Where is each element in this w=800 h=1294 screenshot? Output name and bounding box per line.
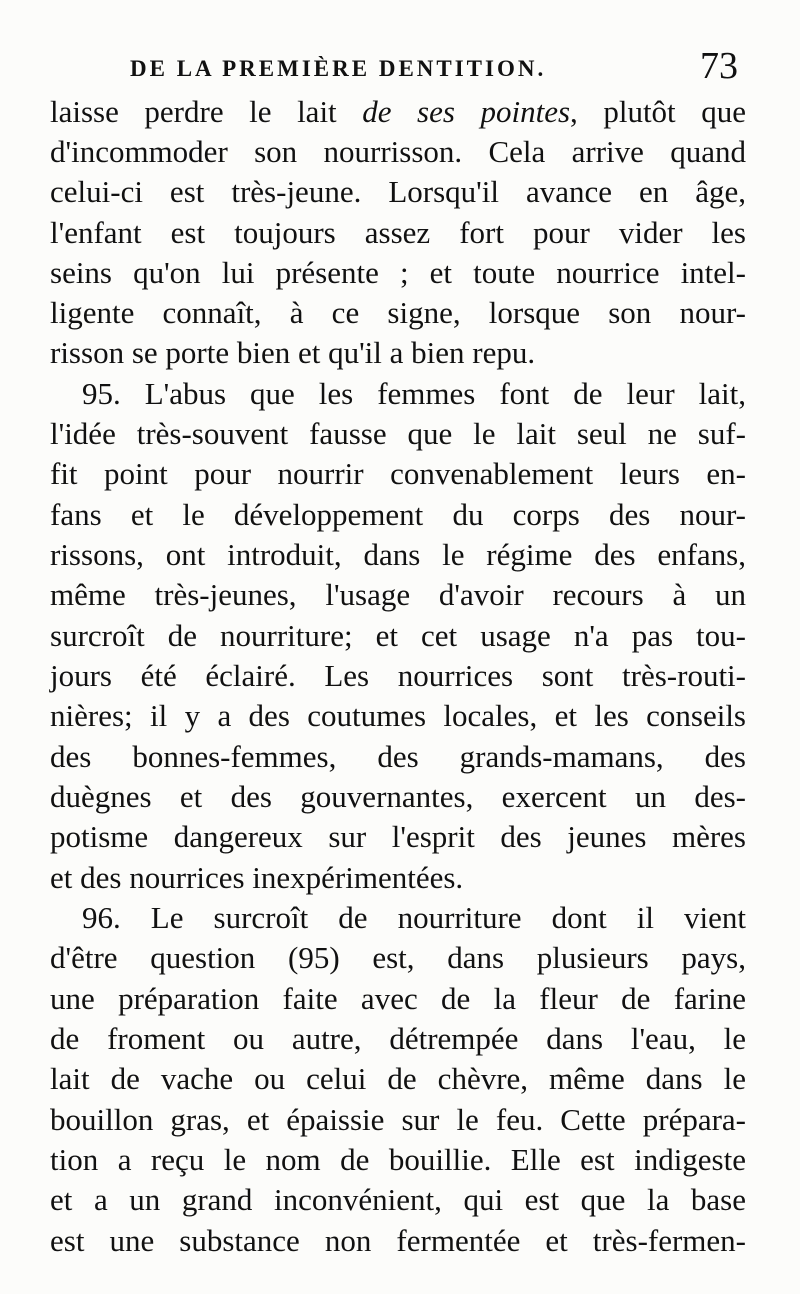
- text-line: nières; il y a des coutumes locales, et les conseils: [50, 698, 746, 733]
- text-line: une préparation faite avec de la fleur de farine: [50, 981, 746, 1016]
- text-line: tion a reçu le nom de bouillie. Elle est indigeste: [50, 1142, 746, 1177]
- text-line: seins qu'on lui présente ; et toute nourrice intel-: [50, 255, 746, 290]
- page-number: 73: [700, 45, 738, 87]
- text-line: d'être question (95) est, dans plusieurs pays,: [50, 940, 746, 975]
- text-line: et des nourrices inexpérimentées.: [50, 860, 464, 895]
- text-line: celui-ci est très-jeune. Lorsqu'il avance en âge,: [50, 174, 746, 209]
- text-line: bouillon gras, et épaissie sur le feu. Cette prépara-: [50, 1102, 746, 1137]
- text-line: ligente connaît, à ce signe, lorsque son nour-: [50, 295, 746, 330]
- paragraph-start-line: 96. Le surcroît de nourriture dont il vient: [82, 900, 746, 935]
- text-line: duègnes et des gouvernantes, exercent un des-: [50, 779, 746, 814]
- text-line: jours été éclairé. Les nourrices sont très-routi-: [50, 658, 746, 693]
- text-line: fans et le développement du corps des nour-: [50, 497, 746, 532]
- text-line: de froment ou autre, détrempée dans l'eau, le: [50, 1021, 746, 1056]
- text-line: l'enfant est toujours assez fort pour vider les: [50, 215, 746, 250]
- text-line: et a un grand inconvénient, qui est que la base: [50, 1182, 746, 1217]
- page-header: [0, 44, 800, 87]
- text-line: même très-jeunes, l'usage d'avoir recours à un: [50, 577, 746, 612]
- text-line: l'idée très-souvent fausse que le lait seul ne suf-: [50, 416, 746, 451]
- text-line: potisme dangereux sur l'esprit des jeunes mères: [50, 819, 746, 854]
- text-line: rissons, ont introduit, dans le régime des enfans,: [50, 537, 746, 572]
- text-line: est une substance non fermentée et très-fermen-: [50, 1223, 746, 1258]
- running-head: DE LA PREMIÈRE DENTITION.: [130, 56, 547, 81]
- text-line: surcroît de nourriture; et cet usage n'a pas tou-: [50, 618, 746, 653]
- text-line: des bonnes-femmes, des grands-mamans, des: [50, 739, 746, 774]
- text-line: risson se porte bien et qu'il a bien repu.: [50, 335, 536, 370]
- text-line: laisse perdre le lait de ses pointes, plutôt que: [50, 94, 746, 129]
- text-line: fit point pour nourrir convenablement leurs en-: [50, 456, 746, 491]
- paragraph-start-line: 95. L'abus que les femmes font de leur lait,: [82, 376, 746, 411]
- text-line: d'incommoder son nourrisson. Cela arrive quand: [50, 134, 746, 169]
- text-line: lait de vache ou celui de chèvre, même dans le: [50, 1061, 746, 1096]
